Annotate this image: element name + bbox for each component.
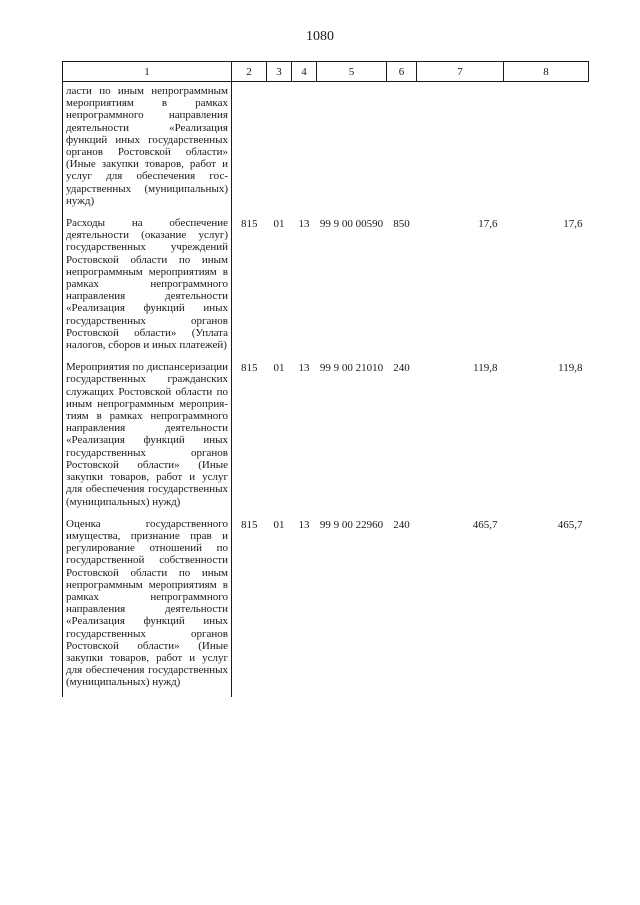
amount-col7 [417,82,504,216]
amount-col8 [504,82,589,216]
row-description: ласти по иным непрограммным мероприятиям в рамках непрограммного направления деятельности «Реализация функций иных государственных органов Ростовской области» (Иные закупки товаров, работ и услуг для обеспечения государственных (муниципальных) нужд) [63,82,232,216]
row-description: Расходы на обеспечение деятельности (оказание услуг) государственных учреждений Ростовской области по иным непрограммным мероприятиям в рамках непрограммного направления деятельности «Реализация функций иных государственных органов Ростовской области» (Уплата налогов, сборов и иных платежей) [63,215,232,359]
column-header: 2 [232,62,267,82]
column-header: 3 [267,62,292,82]
table-row [63,516,589,697]
amount-col7: 465,7 [472,518,498,531]
table-row [63,215,589,359]
table-row [63,359,589,515]
code-subsection: 13 [298,362,310,375]
column-header: 8 [504,62,589,82]
code-ministry: 815 [241,518,258,531]
amount-col7: 119,8 [473,362,498,375]
code-target-item: 99 9 00 22960 [319,518,384,531]
column-header: 4 [292,62,317,82]
page-number: 1080 [306,29,334,44]
code-section [267,82,292,216]
row-description: Оценка государственного имущества, признание прав и регулирование отношений по государственной собственности Ростовской области по иным непрограммным мероприятиям в рамках непрограммного направления деятельности «Реализация функций иных государственных органов Ростовской области» (Иные закупки товаров, работ и услуг для обеспечения государственных (муниципальных) нужд) [63,516,232,697]
column-header: 1 [63,62,232,82]
code-expense-type: 240 [393,518,410,531]
code-expense-type [387,82,417,216]
code-ministry: 815 [241,218,258,231]
code-section: 01 [273,218,285,231]
table-row [63,82,589,216]
code-target-item: 99 9 00 00590 [319,218,384,231]
code-ministry: 815 [241,362,258,375]
column-header-row [63,62,589,82]
code-ministry [232,82,267,216]
code-subsection: 13 [298,518,310,531]
column-header: 7 [417,62,504,82]
code-expense-type: 240 [393,362,410,375]
column-header: 5 [317,62,387,82]
code-target-item: 99 9 00 21010 [319,362,384,375]
code-target-item [317,82,387,216]
code-subsection [292,82,317,216]
code-subsection: 13 [298,218,310,231]
amount-col8: 465,7 [557,518,583,531]
amount-col8: 17,6 [563,218,583,231]
code-section: 01 [273,362,285,375]
amount-col8: 119,8 [558,362,583,375]
row-description: Мероприятия по диспансеризации государственных гражданских служащих Ростовской области по иным непрограммным мероприятиям в рамках непрограммного направления деятельности «Реализация функций иных государственных органов Ростовской области» (Иные закупки товаров, работ и услуг для обеспечения государственных (муниципальных) нужд) [63,359,232,515]
column-header: 6 [387,62,417,82]
code-section: 01 [273,518,285,531]
code-expense-type: 850 [393,218,410,231]
amount-col7: 17,6 [478,218,498,231]
budget-table [62,61,589,697]
